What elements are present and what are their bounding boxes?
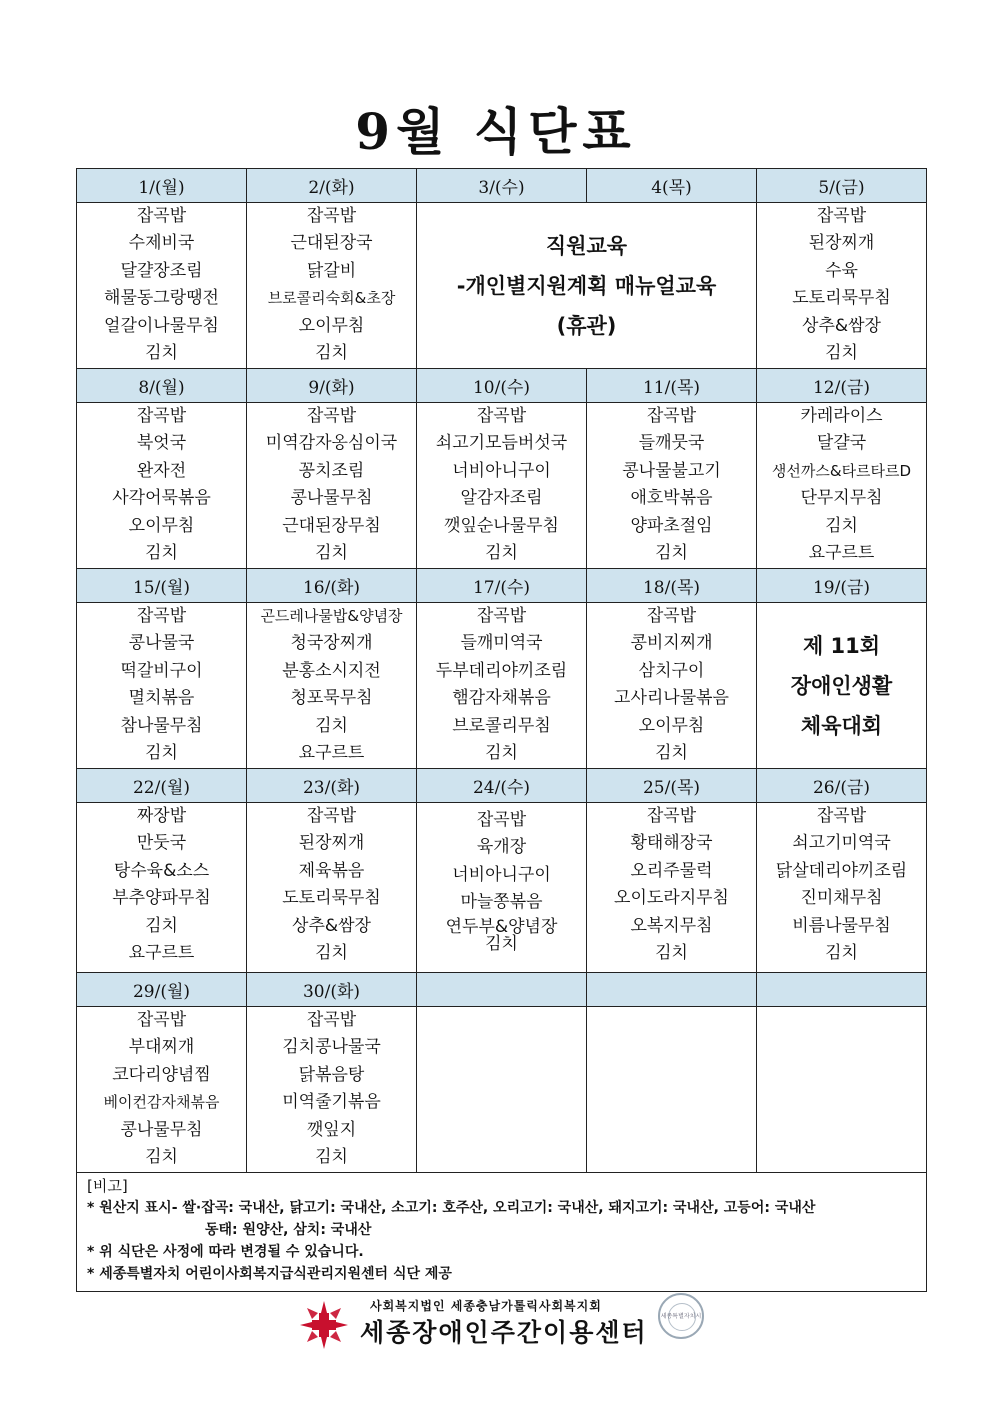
menu-item: 수제비국 xyxy=(128,233,195,254)
note-provider: * 세종특별자치 어린이사회복지급식관리지원센터 식단 제공 xyxy=(87,1266,452,1282)
date-header-empty xyxy=(417,973,587,1007)
menu-item: 김치 xyxy=(145,743,178,764)
menu-item: 너비아니구이 xyxy=(452,460,551,481)
notes-row xyxy=(77,1173,927,1292)
menu-item: 오리주물럭 xyxy=(630,860,713,881)
menu-item: 김치 xyxy=(315,343,348,364)
note-origin: * 원산지 표시- 쌀·잡곡: 국내산, 닭고기: 국내산, 소고기: 호주산, 오리고기: 국내산, 돼지고기: 국내산, 고등어: 국내산 xyxy=(87,1200,816,1216)
menu-item: 김치 xyxy=(655,543,688,564)
menu-item: 잡곡밥 xyxy=(476,406,527,426)
special-line: 체육대회 xyxy=(800,713,883,738)
menu-item: 오이무침 xyxy=(298,315,365,336)
menu-item: 완자전 xyxy=(136,460,187,481)
date-header: 2/(화) xyxy=(247,169,417,203)
day-menu xyxy=(417,803,587,973)
day-menu-empty xyxy=(587,1007,757,1173)
menu-item: 김치 xyxy=(315,543,348,564)
date-header: 22/(월) xyxy=(77,769,247,803)
menu-item: 김치 xyxy=(485,743,518,764)
menu-item: 미역줄기볶음 xyxy=(282,1092,381,1113)
day-menu xyxy=(757,403,927,569)
date-header: 5/(금) xyxy=(757,169,927,203)
menu-item: 탕수육&소스 xyxy=(113,860,210,881)
date-header: 12/(금) xyxy=(757,369,927,403)
menu-item: 햄감자채볶음 xyxy=(452,688,551,709)
menu-item: 청포묵무침 xyxy=(290,688,373,709)
menu-table xyxy=(76,168,927,1292)
menu-item: 부추양파무침 xyxy=(112,888,211,909)
menu-item: 닭갈비 xyxy=(306,260,357,281)
menu-item: 청국장찌개 xyxy=(290,633,373,654)
menu-item: 김치 xyxy=(315,715,348,736)
week-1-header xyxy=(77,169,927,203)
center-name: 세종장애인주간이용센터 xyxy=(360,1318,648,1347)
menu-item: 콩나물불고기 xyxy=(622,460,721,481)
menu-item: 수육 xyxy=(825,260,858,281)
menu-item: 들깨미역국 xyxy=(460,633,543,654)
menu-item: 오이도라지무침 xyxy=(614,888,729,909)
menu-item: 황태해장국 xyxy=(630,833,713,854)
date-header: 19/(금) xyxy=(757,569,927,603)
menu-item: 김치 xyxy=(145,1147,178,1168)
day-menu xyxy=(247,603,417,769)
date-header: 26/(금) xyxy=(757,769,927,803)
day-menu xyxy=(247,803,417,973)
week-3-menu xyxy=(77,603,927,769)
menu-item: 오이무침 xyxy=(638,715,705,736)
city-seal-icon xyxy=(658,1293,704,1339)
week-3-header xyxy=(77,569,927,603)
date-header: 4(목) xyxy=(587,169,757,203)
menu-item: 깻잎지 xyxy=(306,1119,357,1140)
menu-item: 양파초절임 xyxy=(630,515,713,536)
menu-item: 오이무침 xyxy=(128,515,195,536)
day-menu xyxy=(417,603,587,769)
day-menu xyxy=(757,803,927,973)
menu-item: 된장찌개 xyxy=(298,833,365,854)
menu-item: 알감자조림 xyxy=(460,488,543,509)
menu-item: 김치 xyxy=(145,543,178,564)
menu-item: 멸치볶음 xyxy=(128,688,195,709)
day-menu xyxy=(247,403,417,569)
menu-item: 북엇국 xyxy=(136,433,187,454)
menu-item: 콩비지찌개 xyxy=(630,633,713,654)
menu-item: 잡곡밥 xyxy=(306,206,357,226)
menu-item: 참나물무침 xyxy=(120,715,203,736)
menu-item: 브로콜리무침 xyxy=(452,715,551,736)
menu-item: 닭볶음탕 xyxy=(298,1064,365,1085)
date-header: 24/(수) xyxy=(417,769,587,803)
menu-item: 잡곡밥 xyxy=(306,1010,357,1030)
menu-item: 꽁치조림 xyxy=(298,460,365,481)
special-notice xyxy=(757,603,927,769)
menu-item: 카레라이스 xyxy=(800,406,883,426)
notes xyxy=(77,1173,927,1292)
special-line: 제 11회 xyxy=(802,633,881,658)
menu-item: 도토리묵무침 xyxy=(282,888,381,909)
menu-item: 얼갈이나물무침 xyxy=(104,315,219,336)
menu-item: 김치 xyxy=(315,1147,348,1168)
week-2-header xyxy=(77,369,927,403)
menu-item: 잡곡밥 xyxy=(136,206,187,226)
menu-item: 잡곡밥 xyxy=(306,806,357,826)
menu-item: 쇠고기미역국 xyxy=(792,833,891,854)
date-header: 30/(화) xyxy=(247,973,417,1007)
note-origin-cont: 동태: 원양산, 삼치: 국내산 xyxy=(205,1222,372,1238)
day-menu xyxy=(77,203,247,369)
menu-item: 달걀장조림 xyxy=(120,260,203,281)
date-header-empty xyxy=(587,973,757,1007)
day-menu xyxy=(587,403,757,569)
menu-item: 코다리양념찜 xyxy=(112,1064,211,1085)
note-change: * 위 식단은 사정에 따라 변경될 수 있습니다. xyxy=(87,1244,364,1260)
menu-item: 들깨뭇국 xyxy=(638,433,705,454)
day-menu xyxy=(247,1007,417,1173)
menu-item: 요구르트 xyxy=(128,943,195,964)
day-menu xyxy=(757,203,927,369)
date-header: 15/(월) xyxy=(77,569,247,603)
date-header-empty xyxy=(757,973,927,1007)
menu-item: 김치콩나물국 xyxy=(282,1037,381,1058)
date-header: 18/(목) xyxy=(587,569,757,603)
menu-item: 오복지무침 xyxy=(630,915,713,936)
date-header: 17/(수) xyxy=(417,569,587,603)
footer xyxy=(298,1293,718,1349)
day-menu xyxy=(77,1007,247,1173)
menu-item: 김치 xyxy=(825,515,858,536)
day-menu-empty xyxy=(757,1007,927,1173)
menu-item: 김치 xyxy=(485,543,518,564)
menu-item: 잡곡밥 xyxy=(476,810,527,830)
special-line: (휴관) xyxy=(556,313,617,338)
date-header: 23/(화) xyxy=(247,769,417,803)
menu-item: 잡곡밥 xyxy=(136,1010,187,1030)
seal-text: 세종특별자치시 xyxy=(660,1313,702,1320)
menu-item: 도토리묵무침 xyxy=(792,288,891,309)
date-header: 11/(목) xyxy=(587,369,757,403)
menu-item: 잡곡밥 xyxy=(476,606,527,626)
date-header: 8/(월) xyxy=(77,369,247,403)
menu-item: 달걀국 xyxy=(816,433,867,454)
menu-item: 만둣국 xyxy=(136,833,187,854)
menu-item: 비름나물무침 xyxy=(792,915,891,936)
menu-item: 생선까스&타르타르D xyxy=(771,461,912,480)
menu-item: 사각어묵볶음 xyxy=(112,488,211,509)
menu-item: 상추&쌈장 xyxy=(292,915,371,936)
menu-item: 베이컨감자채볶음 xyxy=(103,1093,220,1112)
special-line: 장애인생활 xyxy=(790,673,893,698)
day-menu xyxy=(417,403,587,569)
menu-item: 요구르트 xyxy=(808,543,875,564)
menu-item: 콩나물무침 xyxy=(290,488,373,509)
page-title: 9월 식단표 xyxy=(355,102,637,161)
menu-item: 고사리나물볶음 xyxy=(614,688,729,709)
week-5-menu xyxy=(77,1007,927,1173)
menu-item: 잡곡밥 xyxy=(136,606,187,626)
menu-item: 마늘쫑볶음 xyxy=(460,892,543,913)
week-4-header xyxy=(77,769,927,803)
menu-item: 김치 xyxy=(655,943,688,964)
special-notice xyxy=(417,203,757,369)
menu-item: 삼치구이 xyxy=(638,660,705,681)
menu-item: 잡곡밥 xyxy=(646,806,697,826)
menu-item: 콩나물국 xyxy=(128,633,195,654)
menu-item: 김치 xyxy=(655,743,688,764)
week-1-menu xyxy=(77,203,927,369)
day-menu xyxy=(77,403,247,569)
menu-item: 육개장 xyxy=(476,837,527,858)
day-menu-empty xyxy=(417,1007,587,1173)
menu-item: 쇠고기모듬버섯국 xyxy=(435,433,568,454)
date-header: 29/(월) xyxy=(77,973,247,1007)
menu-item: 김치 xyxy=(145,915,178,936)
date-header: 3/(수) xyxy=(417,169,587,203)
menu-item: 김치 xyxy=(825,343,858,364)
menu-item: 제육볶음 xyxy=(298,860,365,881)
day-menu xyxy=(77,603,247,769)
caritas-cross-icon xyxy=(298,1299,350,1351)
week-5-header xyxy=(77,973,927,1007)
menu-item: 상추&쌈장 xyxy=(802,315,881,336)
menu-item: 연두부&양념장 xyxy=(445,916,558,937)
menu-item: 콩나물무침 xyxy=(120,1119,203,1140)
menu-item: 김치 xyxy=(825,943,858,964)
menu-item: 김치 xyxy=(485,933,518,954)
menu-item: 짜장밥 xyxy=(136,806,187,826)
week-2-menu xyxy=(77,403,927,569)
menu-item: 단무지무침 xyxy=(800,488,883,509)
menu-item: 분홍소시지전 xyxy=(282,660,381,681)
menu-item: 근대된장무침 xyxy=(282,515,381,536)
menu-item: 잡곡밥 xyxy=(136,406,187,426)
org-name: 사회복지법인 세종충남가톨릭사회복지회 xyxy=(370,1299,602,1313)
menu-item: 미역감자옹심이국 xyxy=(265,433,398,454)
menu-item: 두부데리야끼조림 xyxy=(435,660,568,681)
menu-item: 된장찌개 xyxy=(808,233,875,254)
special-line: 직원교육 xyxy=(545,233,628,258)
date-header: 25/(목) xyxy=(587,769,757,803)
week-4-menu xyxy=(77,803,927,973)
menu-item: 깻잎순나물무침 xyxy=(444,515,559,536)
date-header: 9/(화) xyxy=(247,369,417,403)
menu-item: 진미채무침 xyxy=(800,888,883,909)
notes-label: [비고] xyxy=(87,1177,128,1195)
date-header: 16/(화) xyxy=(247,569,417,603)
menu-item: 잡곡밥 xyxy=(646,406,697,426)
menu-item: 잡곡밥 xyxy=(816,806,867,826)
menu-item: 부대찌개 xyxy=(128,1037,195,1058)
menu-item: 요구르트 xyxy=(298,743,365,764)
menu-item: 해물동그랑땡전 xyxy=(104,288,219,309)
menu-item: 김치 xyxy=(315,943,348,964)
menu-item: 너비아니구이 xyxy=(452,864,551,885)
menu-item: 근대된장국 xyxy=(290,233,373,254)
menu-item: 잡곡밥 xyxy=(646,606,697,626)
day-menu xyxy=(587,603,757,769)
menu-item: 닭살데리야끼조림 xyxy=(775,860,908,881)
special-line: -개인별지원계획 매뉴얼교육 xyxy=(456,273,717,298)
menu-item: 애호박볶음 xyxy=(630,488,713,509)
menu-item: 잡곡밥 xyxy=(816,206,867,226)
menu-item: 잡곡밥 xyxy=(306,406,357,426)
menu-item: 곤드레나물밥&양념장 xyxy=(260,607,403,625)
date-header: 10/(수) xyxy=(417,369,587,403)
day-menu xyxy=(587,803,757,973)
menu-item: 브로콜리숙회&초장 xyxy=(267,289,396,308)
menu-item: 김치 xyxy=(145,343,178,364)
menu-item: 떡갈비구이 xyxy=(120,660,203,681)
day-menu xyxy=(247,203,417,369)
date-header: 1/(월) xyxy=(77,169,247,203)
day-menu xyxy=(77,803,247,973)
